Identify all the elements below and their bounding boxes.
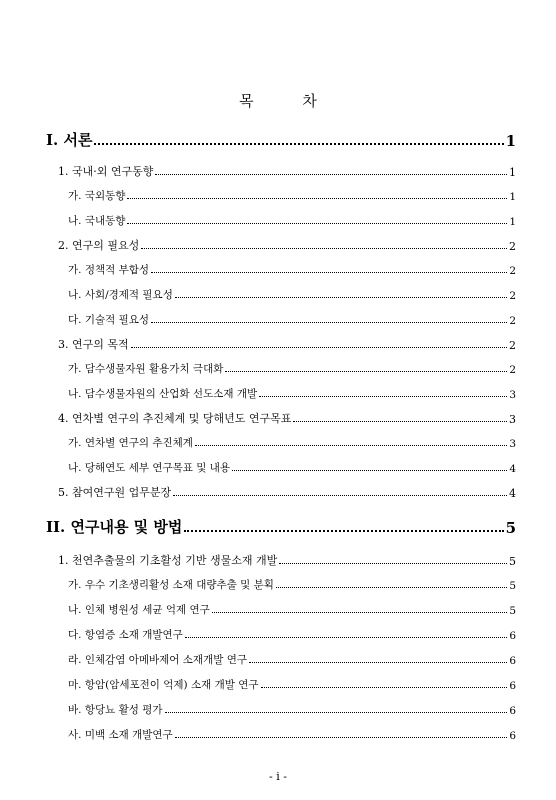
toc-entry[interactable]: [68, 577, 516, 592]
toc-leader-dots: [127, 198, 507, 199]
toc-leader-dots: [276, 587, 507, 588]
toc-entry-label: II. 연구내용 및 방법: [46, 518, 183, 536]
toc-entry-label: 나. 당해연도 세부 연구목표 및 내용: [68, 462, 231, 474]
toc-leader-dots: [212, 612, 508, 613]
toc-entry[interactable]: [68, 602, 516, 617]
toc-leader-dots: [184, 530, 503, 532]
toc-leader-dots: [151, 322, 507, 323]
toc-entry-page: 6: [509, 630, 516, 642]
toc-entry[interactable]: [68, 386, 516, 401]
page-number: - i -: [269, 770, 287, 783]
toc-leader-dots: [225, 371, 507, 372]
toc-entry-page: 2: [509, 339, 516, 352]
toc-entry-page: 1: [509, 191, 516, 203]
toc-entry-page: 3: [509, 389, 516, 401]
toc-entry[interactable]: [68, 213, 516, 228]
toc-entry-label: 마. 항암(암세포전이 억제) 소재 개발 연구: [68, 679, 259, 691]
toc-entry[interactable]: [68, 727, 516, 742]
toc-leader-dots: [141, 248, 507, 249]
toc-entry-page: 5: [509, 555, 516, 568]
toc-entry-label: 가. 우수 기초생리활성 소재 대량추출 및 분획: [68, 579, 274, 591]
toc-entry-page: 6: [509, 680, 516, 692]
toc-entry-page: 2: [509, 240, 516, 253]
toc-entry-label: 가. 정책적 부합성: [68, 264, 150, 276]
toc-entry-label: 나. 사회/경제적 필요성: [68, 289, 173, 301]
toc-entry-label: 라. 인체감염 아메바제어 소재개발 연구: [68, 654, 247, 666]
toc-entry-page: 1: [505, 132, 516, 150]
toc-leader-dots: [127, 223, 507, 224]
toc-entry-label: 나. 인체 병원성 세균 억제 연구: [68, 604, 210, 616]
toc-entry-label: 4. 연차별 연구의 추진체계 및 당해년도 연구목표: [58, 412, 292, 425]
toc-entry-page: 6: [509, 655, 516, 667]
toc-entry[interactable]: [68, 287, 516, 302]
toc-leader-dots: [94, 143, 503, 145]
toc-entry-page: 5: [505, 519, 516, 537]
toc-entry[interactable]: [58, 163, 516, 179]
toc-entry[interactable]: [68, 460, 516, 475]
toc-entry[interactable]: [58, 552, 516, 568]
toc-entry[interactable]: [68, 652, 516, 667]
toc-entry[interactable]: [68, 702, 516, 717]
toc-entry-label: 가. 국외동향: [68, 190, 126, 202]
toc-entry[interactable]: [58, 237, 516, 253]
toc-entry-label: I. 서론: [46, 131, 93, 149]
toc-entry-label: 바. 항당뇨 활성 평가: [68, 704, 163, 716]
toc-entry[interactable]: [68, 188, 516, 203]
toc-entry-page: 6: [509, 730, 516, 742]
toc-leader-dots: [195, 445, 507, 446]
toc-entry-label: 다. 항염증 소재 개발연구: [68, 629, 183, 641]
toc-entry[interactable]: [46, 516, 516, 537]
toc-entry-page: 5: [509, 580, 516, 592]
toc-entry-page: 2: [509, 290, 516, 302]
toc-entry-page: 3: [509, 438, 516, 450]
toc-leader-dots: [151, 272, 507, 273]
toc-entry-page: 3: [509, 413, 516, 426]
toc-leader-dots: [165, 712, 508, 713]
toc-entry-label: 나. 국내동향: [68, 215, 126, 227]
toc-entry-label: 1. 천연추출물의 기초활성 기반 생물소재 개발: [58, 554, 278, 567]
toc-entry[interactable]: [68, 435, 516, 450]
toc-leader-dots: [173, 495, 507, 496]
toc-entry-label: 2. 연구의 필요성: [58, 239, 140, 252]
toc-entry[interactable]: [58, 410, 516, 426]
toc-entry-label: 1. 국내·외 연구동향: [58, 165, 154, 178]
toc-entry[interactable]: [58, 336, 516, 352]
toc-leader-dots: [185, 637, 508, 638]
toc-entry[interactable]: [68, 677, 516, 692]
toc-leader-dots: [131, 347, 507, 348]
toc-leader-dots: [279, 563, 507, 564]
toc-leader-dots: [249, 662, 507, 663]
toc-leader-dots: [293, 421, 507, 422]
toc-entry-label: 나. 담수생물자원의 산업화 선도소재 개발: [68, 388, 258, 400]
page-title: 목 차: [239, 92, 339, 110]
toc-entry-page: 5: [509, 605, 516, 617]
toc-entry-label: 가. 담수생물자원 활용가치 극대화: [68, 363, 224, 375]
toc-entry[interactable]: [68, 627, 516, 642]
toc-entry[interactable]: [58, 484, 516, 500]
toc-entry[interactable]: [68, 262, 516, 277]
toc-entry-page: 2: [509, 265, 516, 277]
toc-entry-page: 1: [509, 166, 516, 179]
toc-leader-dots: [175, 297, 507, 298]
toc-leader-dots: [259, 396, 507, 397]
toc-entry-page: 4: [509, 463, 516, 475]
toc-entry[interactable]: [68, 361, 516, 376]
toc-entry-label: 3. 연구의 목적: [58, 338, 129, 351]
toc-entry-label: 사. 미백 소재 개발연구: [68, 729, 173, 741]
toc-entry-page: 2: [509, 315, 516, 327]
toc-entry-label: 가. 연차별 연구의 추진체계: [68, 437, 193, 449]
toc-entry-label: 다. 기술적 필요성: [68, 314, 150, 326]
toc-entry[interactable]: [68, 312, 516, 327]
toc-entry-page: 2: [509, 364, 516, 376]
toc-entry[interactable]: [46, 129, 516, 150]
toc-leader-dots: [175, 737, 508, 738]
toc-entry-page: 1: [509, 216, 516, 228]
toc-leader-dots: [261, 687, 508, 688]
toc-entry-page: 6: [509, 705, 516, 717]
toc-leader-dots: [232, 470, 507, 471]
toc-entry-label: 5. 참여연구원 업무분장: [58, 486, 172, 499]
toc-leader-dots: [155, 174, 507, 175]
toc-entry-page: 4: [509, 487, 516, 500]
